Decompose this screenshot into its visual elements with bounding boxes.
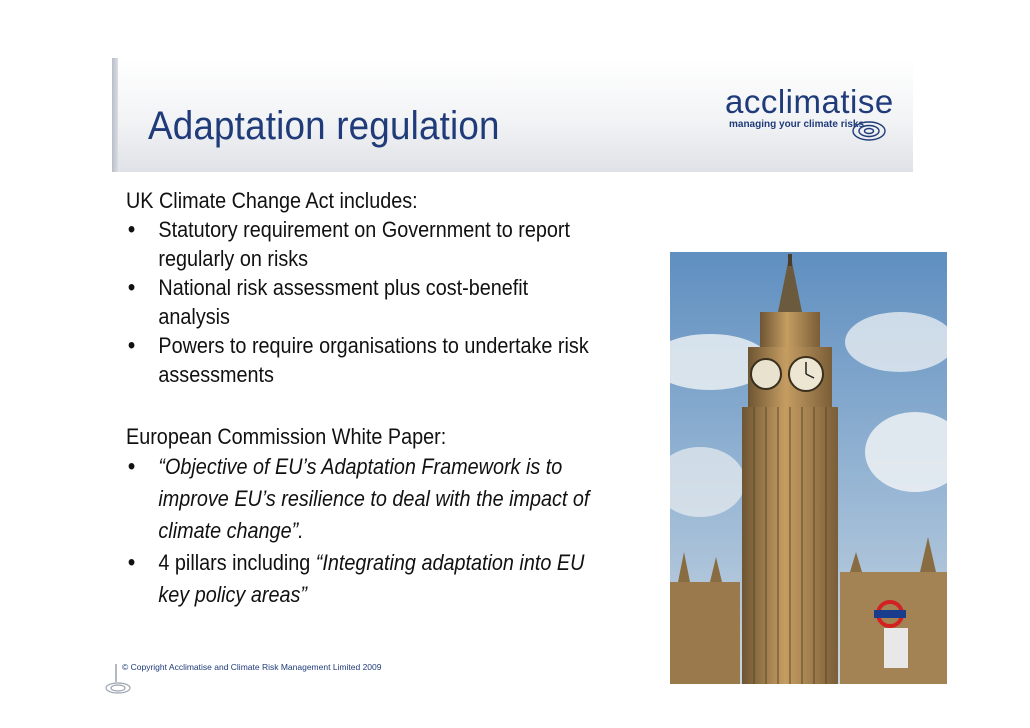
quote-line: climate change”.: [158, 518, 304, 543]
logo-swirl-icon: [845, 111, 887, 145]
bullet-item: [126, 451, 657, 547]
quote-text: “Integrating adaptation into EU: [315, 550, 585, 575]
bullet-item: [126, 273, 657, 331]
acclimatise-logo: [725, 83, 894, 145]
pillars-text: 4 pillars including: [158, 550, 316, 575]
bullet-line: Statutory requirement on Government to report: [158, 217, 571, 242]
slide-title: Adaptation regulation: [148, 104, 500, 148]
bullet-item: [126, 331, 657, 389]
bullet-line: regularly on risks: [158, 246, 309, 271]
bullet-line: analysis: [158, 304, 230, 329]
bullet-item: [126, 215, 657, 273]
bullet-icon: •: [127, 216, 136, 243]
quote-line: improve EU’s resilience to deal with the impact of: [158, 486, 590, 511]
bullet-icon: •: [127, 453, 136, 480]
big-ben-photo: [670, 252, 947, 684]
eu-paper-heading: European Commission White Paper:: [126, 424, 447, 449]
bullet-icon: •: [127, 549, 136, 576]
slide-body: [126, 186, 603, 611]
bullet-line: National risk assessment plus cost-benefit: [158, 275, 529, 300]
bullet-icon: •: [127, 332, 136, 359]
bullet-line: assessments: [158, 362, 274, 387]
quote-line: key policy areas”: [158, 582, 307, 607]
quote-line: “Objective of EU’s Adaptation Framework is to: [158, 454, 563, 479]
bullet-line: [158, 547, 657, 579]
uk-act-heading: UK Climate Change Act includes:: [126, 188, 418, 213]
copyright-footer: © Copyright Acclimatise and Climate Risk Management Limited 2009: [122, 662, 382, 672]
bullet-line: Powers to require organisations to undertake risk: [158, 333, 589, 358]
logo-tagline: managing your climate risks: [729, 119, 865, 130]
bullet-item: [126, 547, 657, 611]
bullet-icon: •: [127, 274, 136, 301]
logo-wordmark: acclimatise: [725, 83, 894, 120]
